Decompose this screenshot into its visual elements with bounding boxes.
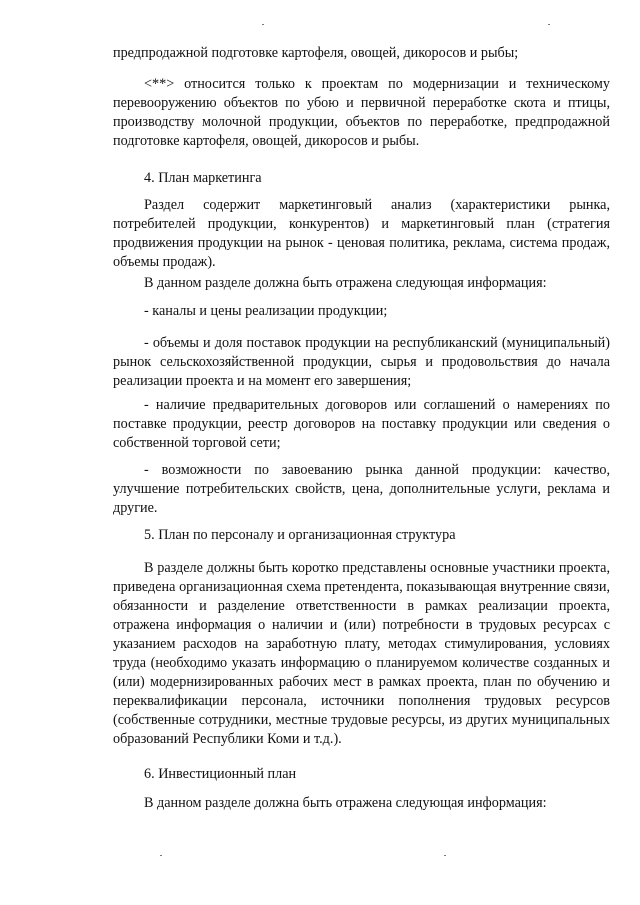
section-heading-personnel: 5. План по персоналу и организационная структура [144,527,456,543]
scan-speck [160,855,162,856]
scan-speck [444,855,446,856]
marketing-info-intro: В данном разделе должна быть отражена следующая информация: [144,275,547,291]
marketing-intro-paragraph: Раздел содержит маркетинговый анализ (характеристики рынка, потребителей продукции, конкурентов) и маркетинговый план (стратегия продвижения продукции на рынок - ценовая политика, реклама, система продаж, объемы продаж). [113,197,610,270]
section-heading-marketing: 4. План маркетинга [144,170,262,186]
paragraph-continuation: предпродажной подготовке картофеля, овощей, дикоросов и рыбы; [113,45,519,61]
scan-speck [262,24,264,25]
scan-speck [548,24,550,25]
marketing-list-item: - объемы и доля поставок продукции на республиканский (муниципальный) рынок сельскохозяйственной продукции, сырья и продовольствия до начала реализации проекта и на момент его завершения; [113,335,610,389]
section-heading-investment: 6. Инвестиционный план [144,766,297,782]
investment-info-intro: В данном разделе должна быть отражена следующая информация: [144,795,547,811]
marketing-list-item: - каналы и цены реализации продукции; [144,303,388,319]
personnel-paragraph: В разделе должны быть коротко представлены основные участники проекта, приведена организационная схема претендента, показывающая внутренние связи, обязанности и разделение ответственности в рамках реализации проекта, отражена информация о наличии и (или) потребности в трудовых ресурсах с указанием расходов на заработную плату, методах стимулирования, условиях труда (необходимо указать информацию о планируемом количестве созданных и (или) модернизированных рабочих мест в рамках проекта, план по обучению и переквалификации персонала, источники пополнения трудовых ресурсов (собственные сотрудники, местные трудовые ресурсы, из других муниципальных образований Республики Коми и т.д.). [113,560,610,747]
footnote-paragraph: <**> относится только к проектам по модернизации и техническому перевооружению объектов по убою и первичной переработке скота и птицы, производству молочной продукции, объектов по переработке, предпродажной подготовке картофеля, овощей, дикоросов и рыбы. [113,76,610,149]
marketing-list-item: - возможности по завоеванию рынка данной продукции: качество, улучшение потребительских свойств, цена, дополнительные услуги, реклама и другие. [113,462,610,516]
marketing-list-item: - наличие предварительных договоров или соглашений о намерениях по поставке продукции, реестр договоров на поставку продукции или сведения о собственной торговой сети; [113,397,610,451]
